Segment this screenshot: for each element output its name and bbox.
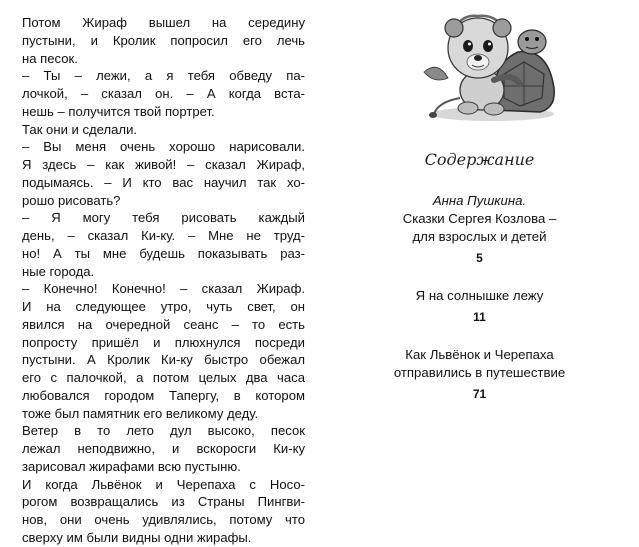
toc-entry[interactable] — [320, 192, 639, 265]
text-line: Ветер в то лето дул высоко, песок — [22, 423, 305, 439]
text-line: И когда Львёнок и Черепаха с Носо- — [22, 476, 305, 492]
text-line: тоже был памятник его великому деду. — [22, 405, 259, 421]
text-line: – Ты – лежи, а я тебя обведу па- — [22, 68, 305, 84]
text-line: пустыни. А Кролик Ки-ку быстро обежал — [22, 352, 305, 368]
text-line: лежал неподвижно, и вскоросги Ки-ку — [22, 441, 305, 456]
text-line: Потом Жираф вышел на середину — [22, 15, 305, 30]
text-line: явился на очередной сеанс – то есть — [22, 316, 305, 332]
toc-entry-title: Как Львёнок и Черепаха — [405, 347, 554, 362]
toc-entry-author: Анна Пушкина. — [432, 193, 527, 208]
toc-entry-title: Я на солнышке лежу — [415, 288, 544, 303]
text-line: но! А ты мне будешь показывать раз- — [22, 245, 305, 261]
toc-heading: Содержание — [424, 150, 535, 169]
toc-entry-title: отправились в путешествие — [393, 365, 566, 380]
text-line: подымаясь. – И кто вас научил так хо- — [22, 174, 305, 190]
text-line: зарисовал жирафами всю пустыню. — [22, 458, 241, 474]
text-line: И на следующее утро, чуть свет, он — [22, 299, 305, 314]
lion-cub-and-turtle-illustration — [420, 2, 560, 124]
table-of-contents — [320, 192, 639, 423]
text-line: любовался городом Тапергу, в котором — [22, 387, 305, 403]
text-line: ные города. — [22, 263, 95, 279]
text-line: рошо рисовать? — [22, 192, 121, 208]
text-line: нешь – получится твой портрет. — [22, 103, 215, 119]
right-page — [320, 0, 639, 485]
text-line: нов, они очень удивлялись, потому что — [22, 512, 305, 527]
text-line: попросту пришёл и плюхнулся посреди — [22, 334, 305, 350]
toc-entry[interactable] — [320, 287, 639, 324]
text-line: день, – сказал Ки-ку. – Мне не труд- — [22, 228, 305, 243]
text-line: рогом возвращались из Страны Пингви- — [22, 494, 305, 510]
toc-entry-page-number: 71 — [472, 387, 487, 401]
story-text — [22, 14, 305, 547]
toc-entry-title: Сказки Сергея Козлова – — [402, 211, 557, 226]
toc-entry-page-number: 11 — [473, 310, 486, 324]
text-line: – Конечно! Конечно! – сказал Жираф. — [22, 281, 305, 297]
text-line: его с палочкой, а потом целых два часа — [22, 370, 305, 385]
text-line: сверху им были видны одни жирафы. — [22, 529, 252, 545]
text-line: Я здесь – как живой! – сказал Жираф, — [22, 157, 305, 172]
text-line: – Вы меня очень хорошо нарисовали. — [22, 139, 305, 155]
toc-entry[interactable] — [320, 346, 639, 401]
text-line: на песок. — [22, 50, 78, 66]
text-line: – Я могу тебя рисовать каждый — [22, 210, 305, 226]
text-line: пустыни, и Кролик попросил его лечь — [22, 32, 305, 48]
text-line: лочкой, – сказал он. – А когда вста- — [22, 86, 305, 101]
toc-entry-page-number: 5 — [476, 251, 483, 265]
left-page — [0, 0, 320, 545]
text-line: Так они и сделали. — [22, 121, 138, 137]
toc-entry-title: для взрослых и детей — [412, 229, 547, 244]
